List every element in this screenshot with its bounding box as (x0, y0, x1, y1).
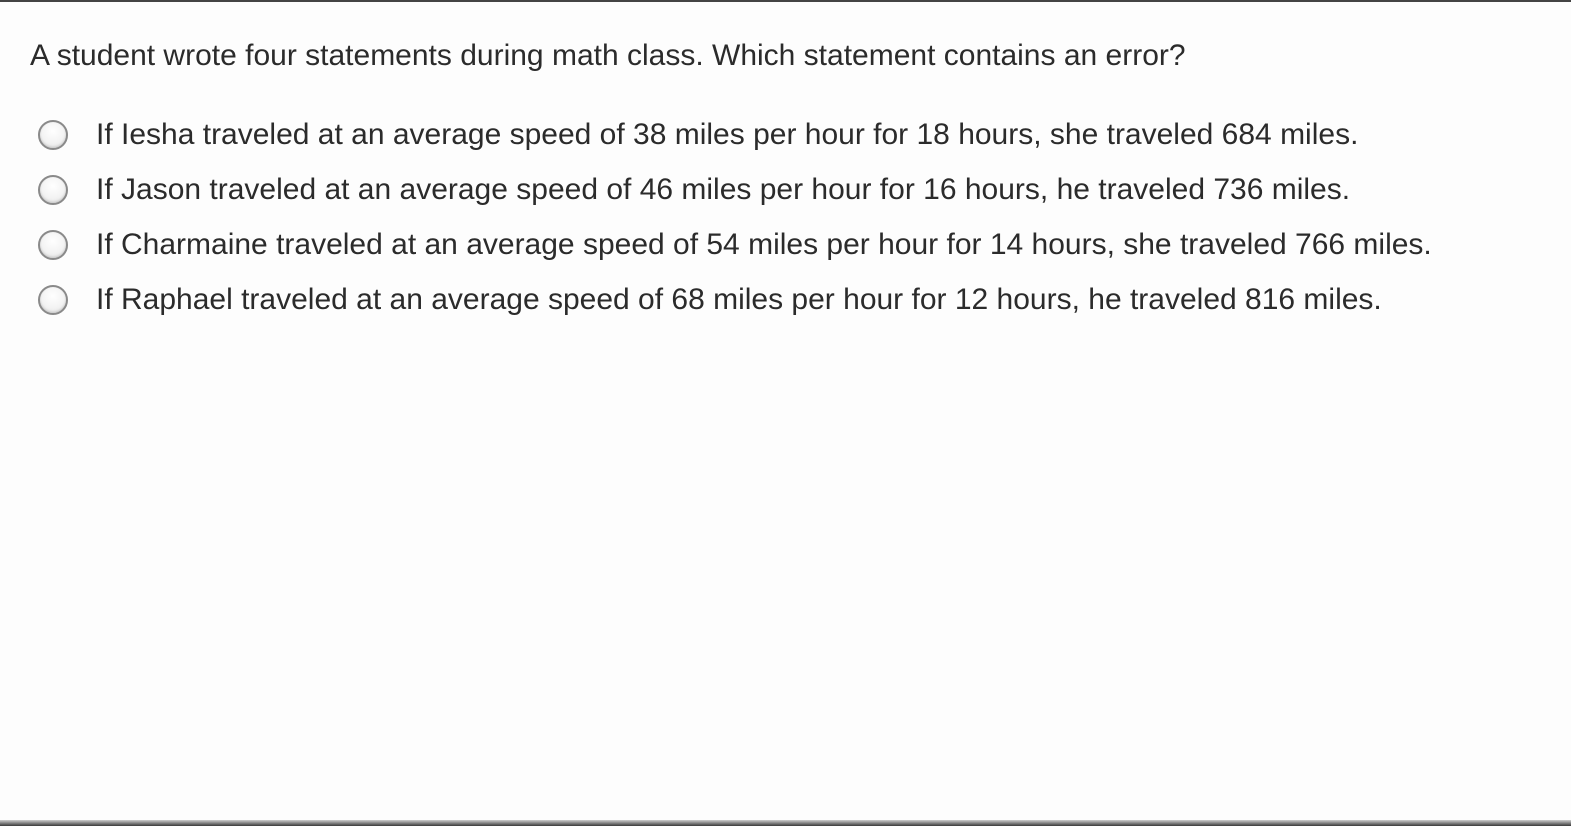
radio-button-3[interactable] (38, 230, 68, 260)
radio-button-2[interactable] (38, 175, 68, 205)
answer-option-label-2[interactable]: If Jason traveled at an average speed of 46 miles per hour for 16 hours, he traveled 736 miles. (96, 172, 1351, 206)
radio-button-1[interactable] (38, 120, 68, 150)
bottom-border (0, 820, 1571, 826)
answer-option-1[interactable] (38, 107, 1432, 162)
answer-option-label-4[interactable]: If Raphael traveled at an average speed of 68 miles per hour for 12 hours, he traveled 816 miles. (96, 282, 1382, 316)
answer-option-label-1[interactable]: If Iesha traveled at an average speed of 38 miles per hour for 18 hours, she traveled 684 miles. (96, 117, 1359, 151)
top-border (0, 0, 1571, 2)
answer-option-3[interactable] (38, 217, 1432, 272)
answer-option-4[interactable] (38, 272, 1432, 327)
answer-option-label-3[interactable]: If Charmaine traveled at an average speed of 54 miles per hour for 14 hours, she traveled 766 miles. (96, 227, 1432, 261)
answer-options (38, 107, 1432, 327)
answer-option-2[interactable] (38, 162, 1432, 217)
question-text: A student wrote four statements during math class. Which statement contains an error? (30, 39, 1186, 72)
radio-button-4[interactable] (38, 285, 68, 315)
